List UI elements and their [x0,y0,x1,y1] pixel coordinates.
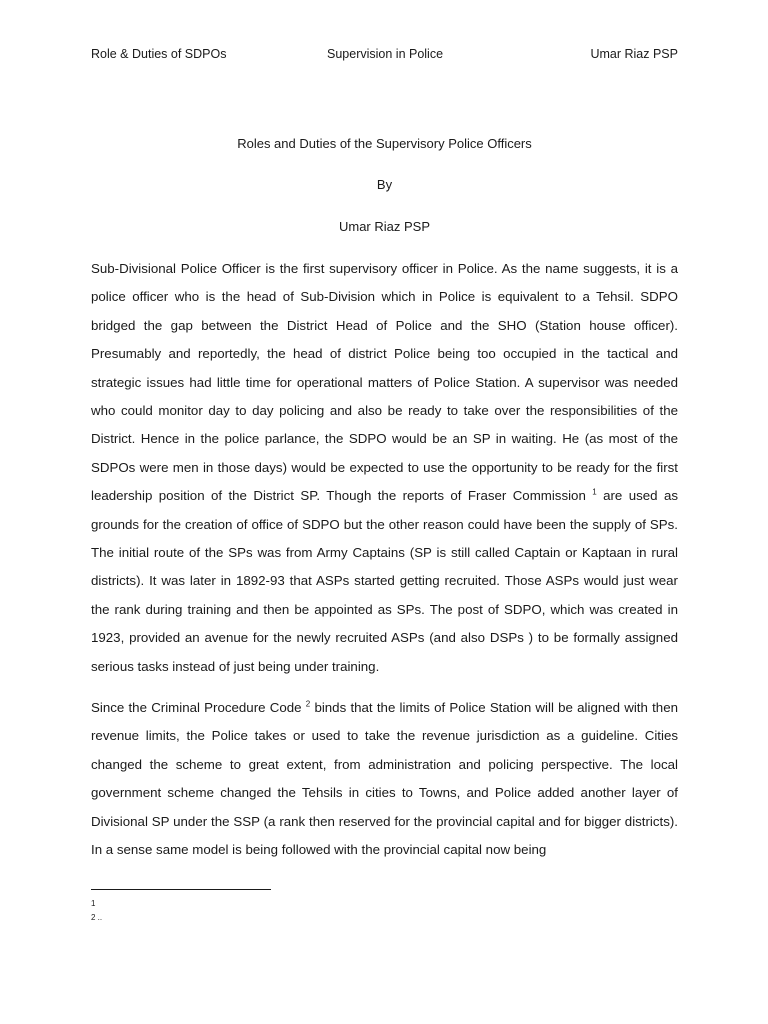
paragraph-1-text-b: are used as grounds for the creation of office of SDPO but the other reason could have been the supply of SPs. The initial route of the SPs was from Army Captains (SP is still called Captain or Kaptaan in rural districts). It was later in 1892-93 that ASPs started getting recruited. Those ASPs would just wear the rank during training and then be appointed as SPs. The post of SDPO, which was created in 1923, provided an avenue for the newly recruited ASPs (and also DSPs ) to be formally assigned serious tasks instead of just being under training. [91,488,678,674]
footnote-ref-2[interactable]: 2 [305,699,311,709]
footnote-2: 2 .. [91,913,103,922]
header-right-text: Umar Riaz PSP [590,47,678,61]
footnote-separator [91,889,271,890]
footnotes [91,897,102,925]
paragraph-1-text-a: Sub-Divisional Police Officer is the first supervisory officer in Police. As the name suggests, it is a police officer who is the head of Sub-Division which in Police is equivalent to a Tehsil. SDPO bridged the gap between the District Head of Police and the SHO (Station house officer). Presumably and reportedly, the head of district Police being too occupied in the tactical and strategic issues had little time for operational matters of Police Station. A supervisor was needed who could monitor day to day policing and also be ready to take over the responsibilities of the District. Hence in the police parlance, the SDPO would be an SP in waiting. He (as most of the SDPOs were men in those days) would be expected to use the opportunity to be ready for the first leadership position of the District SP. Though the reports of Fraser Commission [91,261,678,504]
footnote-1: 1 [91,899,96,908]
byline-by: By [376,177,393,192]
header-center-text: Supervision in Police [327,47,444,61]
header-left-text: Role & Duties of SDPOs [91,47,227,61]
document-title: Roles and Duties of the Supervisory Police Officers [237,136,532,151]
body-paragraph-2 [91,694,678,864]
byline-author: Umar Riaz PSP [338,219,431,234]
paragraph-2-text-a: Since the Criminal Procedure Code [91,700,306,715]
paragraph-2-text-b: binds that the limits of Police Station will be aligned with then revenue limits, the Police takes or used to take the revenue jurisdiction as a guideline. Cities changed the scheme to great extent, from administration and policing perspective. The local government scheme changed the Tehsils in cities to Towns, and Police added another layer of Divisional SP under the SSP (a rank then reserved for the provincial capital and for bigger districts). In a sense same model is being followed with the provincial capital now being [91,700,678,858]
footnote-ref-1[interactable]: 1 [592,487,597,497]
body-paragraph-1 [91,255,678,681]
running-header [91,47,678,65]
